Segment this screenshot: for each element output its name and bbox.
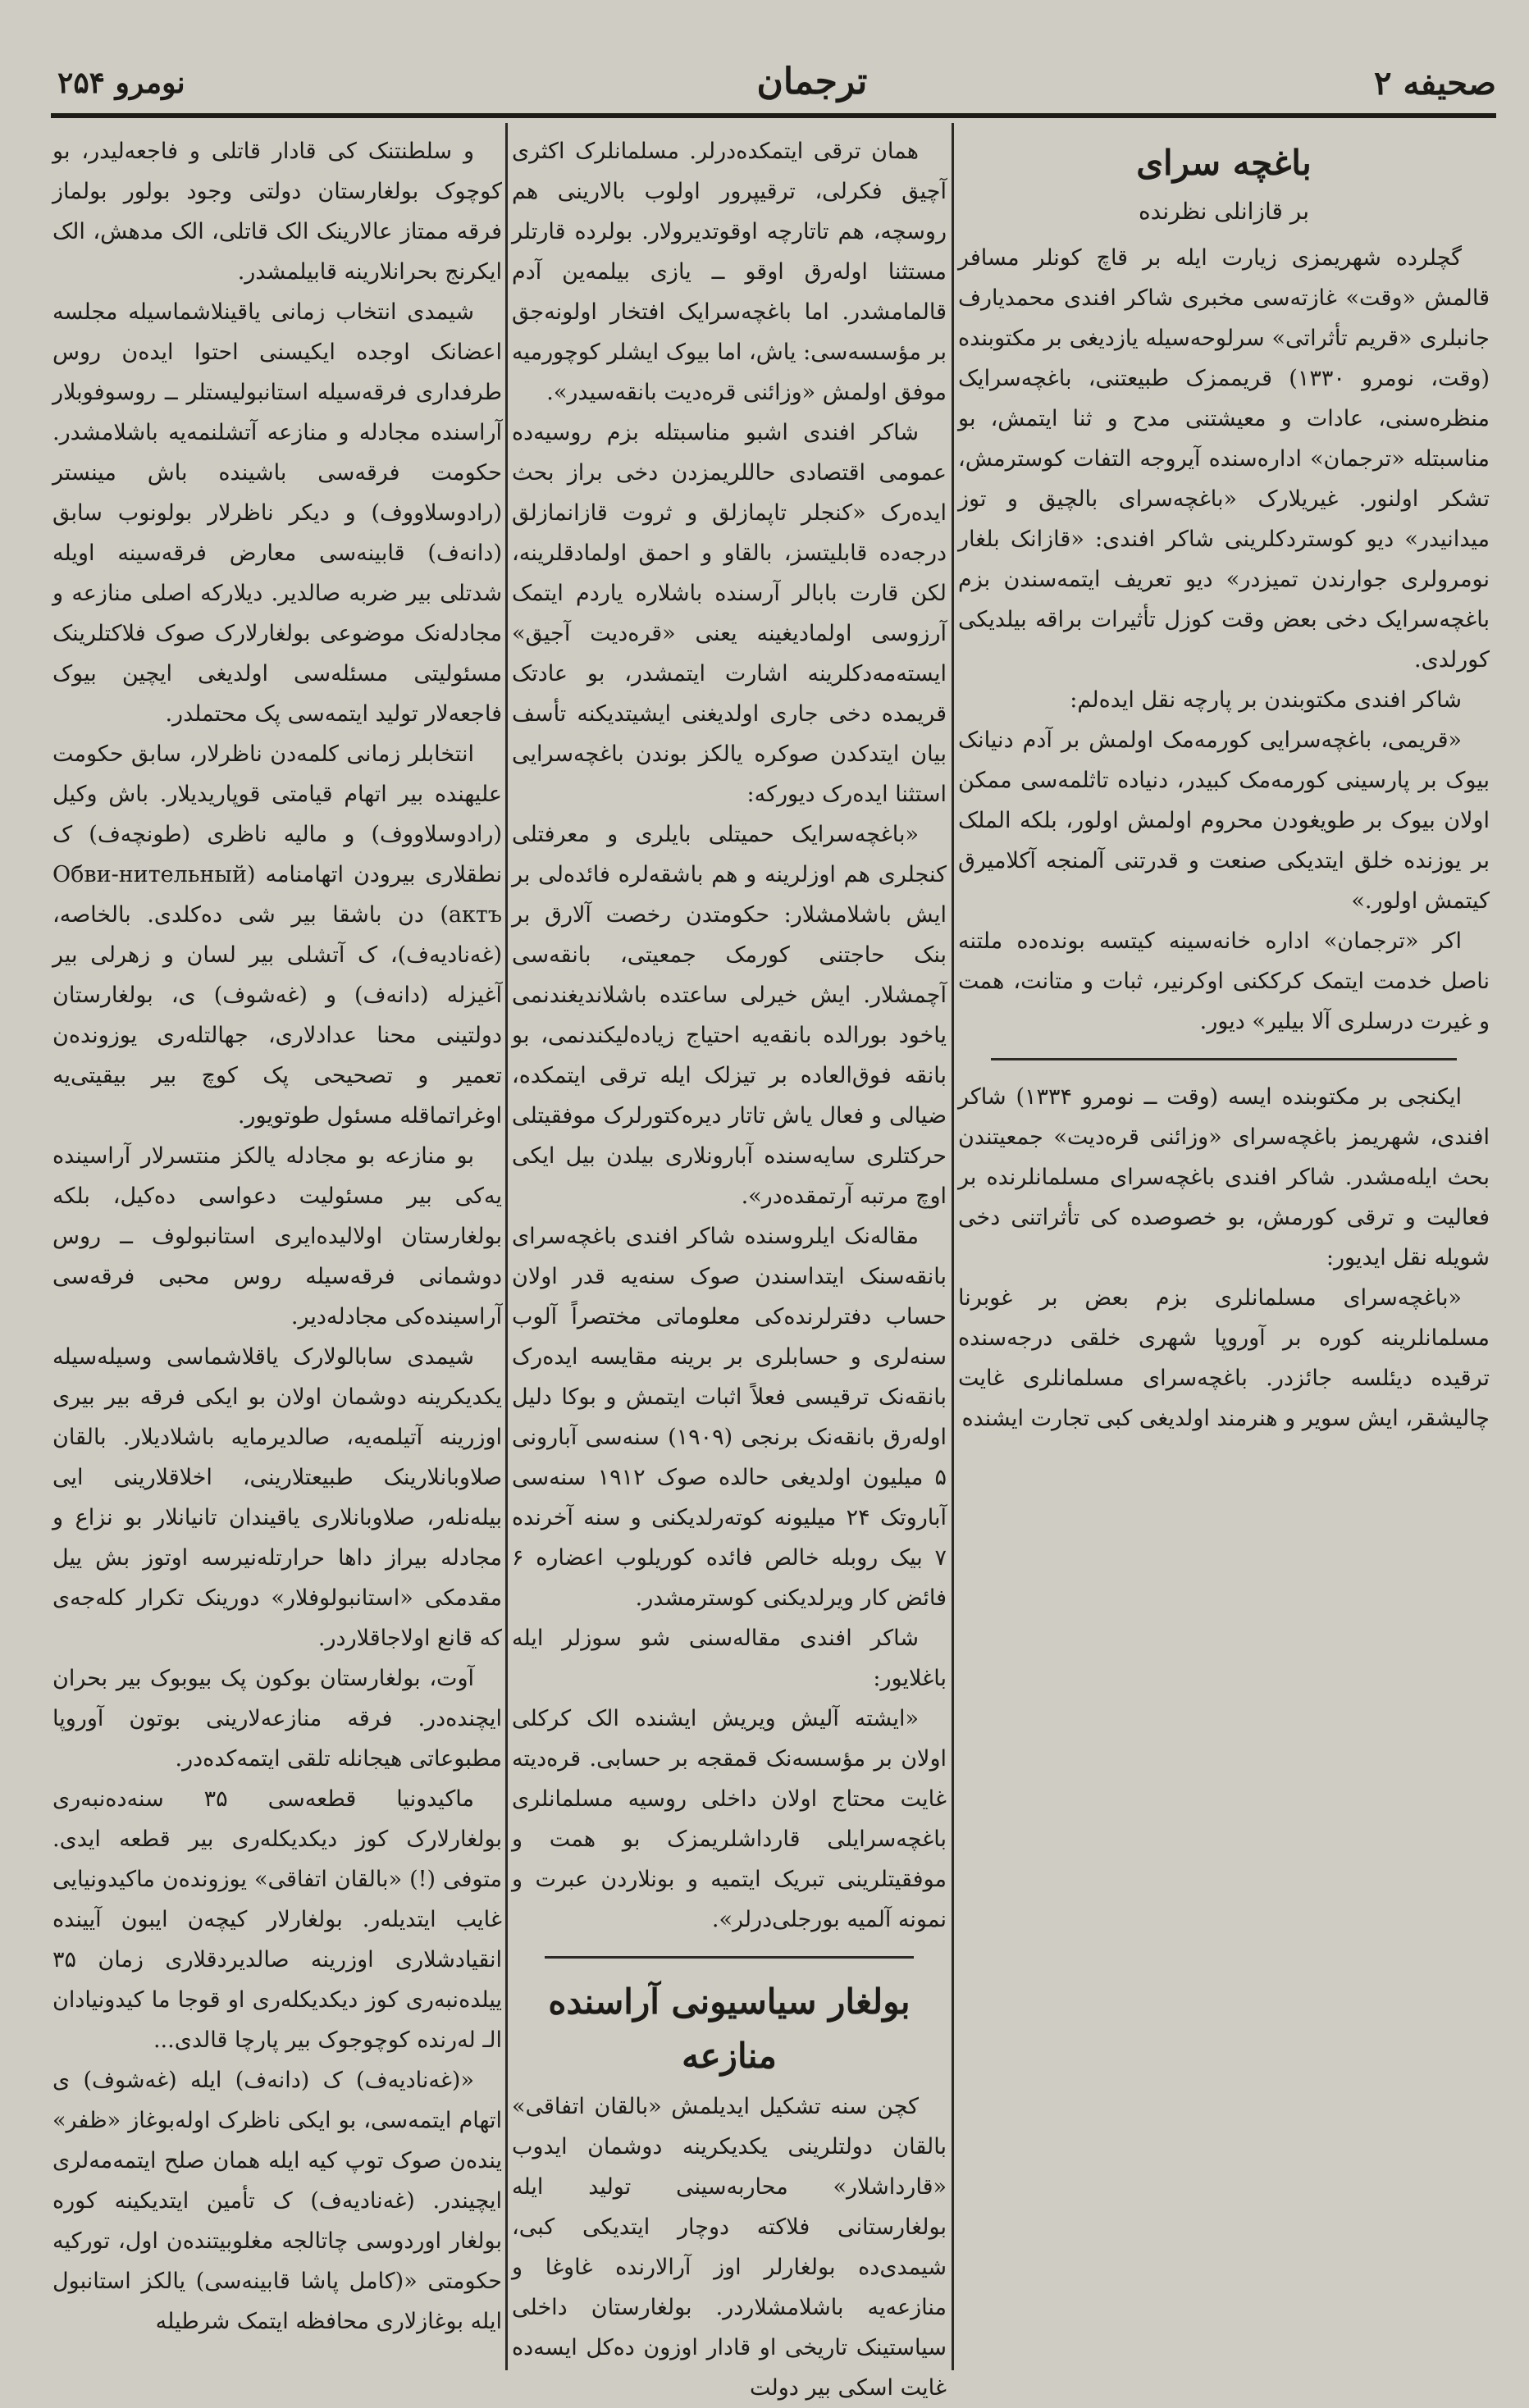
paragraph: همان ترقی ایتمکده‌درلر. مسلمانلرک اکثری آچیق فکرلی، ترقیپرور اولوب بالارینی هم روسچه، هم تاتارچه اوقوتدیرولار. بولرده قارتلر مستثنا اولەرق اوقو ــ یازی بیلمه‌ین آدم قالمامشدر. اما باغچه‌سرایک افتخار اولونەجق بر مؤسسه‌سی: یاش، اما بیوک ایشلر کوچورمیه موفق اولمش «وزائنی قره‌دیت بانقه‌سیدر».: [512, 139, 947, 405]
paragraph: شاکر افندی اشبو مناسبتله بزم روسیه‌ده عمومی اقتصادی حاللریمزدن دخی براز بحث ایدەرک «کنجلر تاپمازلق و ثروت قازانمازلق درجه‌ده قابلیتسز، بالقاو و احمق اولمادقلرینه، لکن قارت بابالر آرسنده باشلاره یاردم ایتمک آرزوسی اولمادیغینه یعنی «قره‌دیت آجیق» ایسته‌مه‌دکلرینه اشارت ایتمشدر، بو عادتک قریمده دخی جاری اولدیغنی ایشیتدیکنه تأسف بیان ایتدکدن صوکره یالکز بوندن باغچه‌سرایی استثنا ایدەرک دیورکه:: [512, 420, 947, 807]
paragraph: «ایشته آلیش ویریش ایشنده الک کرکلی اولان بر مؤسسه‌نک قمقجه بر حسابی. قره‌دیته غایت محتاج اولان داخلی روسیه مسلمانلری باغچه‌سرایلی قارداشلریمزک بو همت و موفقیتلرینی تبریک ایتمیه و بونلاردن عبرت و نمونه آلمیه بورجلی‌درلر».: [512, 1706, 947, 1932]
section-separator: [991, 1058, 1457, 1060]
column-left: [52, 131, 502, 2342]
paragraph: ایکنجی بر مکتوبنده ایسه (وقت ــ نومرو ۱۳۳۴) شاکر افندی، شهریمز باغچه‌سرای «وزائنی قره‌دیت» جمعیتندن بحث ایله‌مشدر. شاکر افندی باغچه‌سرای مسلمانلرنده بر فعالیت و ترقی کورمش، بو خصوصده کی تأثراتنی دخی شویله نقل ایدیور:: [958, 1084, 1490, 1270]
paragraph: شیمدی انتخاب زمانی یاقینلاشماسیله مجلسه اعضانک اوجده ایکیسنی احتوا ایدەن روس طرفداری فرقه‌سیله استانبولیستلر ــ روسوفوبلار آراسنده مجادله و منازعه آتشلنمه‌یه باشلامشدر. حکومت فرقه‌سی باشینده باش مینستر (رادوسلاووف) و دیکر ناظرلار بولونوب سابق (دانەف) قابینه‌سی معارض فرقه‌سینه اویله شدتلی بیر ضربه صالدیر. دیلارکه اصلی منازعه و مجادله‌نک موضوعی بولغارلارک صوک فلاکتلرینک مسئولیتی مسئله‌سی اولدیغی ایچین بیوک فاجعه‌لار تولید ایتمه‌سی پک محتملدر.: [52, 299, 502, 727]
paragraph: آوت، بولغارستان بوکون پک بیوبوک بیر بحران ایچنده‌در. فرقه منازعه‌لارینی بوتون آوروپا مطبوعاتی هیجانله تلقی ایتمه‌کده‌در.: [52, 1666, 502, 1772]
paragraph: اکر «ترجمان» اداره خانه‌سینه کیتسه بوندەده ملتنه ناصل خدمت ایتمک کرککنی اوکرنیر، ثبات و متانت، همت و غیرت درسلری آلا بیلیر» دیور.: [958, 928, 1490, 1034]
column-middle: [512, 131, 947, 2408]
paragraph: انتخابلر زمانی کلمه‌دن ناظرلار، سابق حکومت علیهنده بیر اتهام قیامتی قوپاریدیلار. باش وکیل (رادوسلاووف) و مالیه ناظری (طونچەف) ک نطقلاری بیرودن اتهامنامه (Обви-нительный актъ) دن باشقا بیر شی دەکلدی. بالخاصه، (غەنادیەف)، ک آتشلی بیر لسان و زهرلی بیر آغیزله (دانەف) و (غەشوف) ی، بولغارستان دولتینی محنا عدادلاری، جهالتلەری یوزوندەن تعمیر و تصحیحی پک کوچ بیر بیقیتی‌یه اوغراتماقله مسئول طوتویور.: [52, 741, 502, 1129]
column-divider-left: [505, 123, 508, 2370]
section-separator: [545, 1956, 914, 1959]
column-divider-right: [952, 123, 954, 2370]
paragraph: «باغچه‌سرای مسلمانلری بزم بعض بر غوبرنا مسلمانلرینه کوره بر آوروپا شهری خلقی درجه‌سنده ترقیده دیئلسه جائزدر. باغچه‌سرای مسلمانلری غایت چالیشقر، ایش سویر و هنرمند اولدیغی کبی تجارت ایشنده: [958, 1285, 1490, 1431]
column-right: [958, 131, 1490, 1439]
paragraph: شاکر افندی مقاله‌سنی شو سوزلر ایله باغلایور:: [512, 1626, 947, 1691]
paragraph: کچن سنه تشکیل ایدیلمش «بالقان اتفاقی» بالقان دولتلرینی یکدیکرینه دوشمان ایدوب «قارداشلار» محاربه‌سینی تولید ایله بولغارستانی فلاکته دوچار ایتدیکی کبی، شیمدی‌ده بولغارلر اوز آرالارنده غاوغا و منازعه‌یه باشلامشلاردر. بولغارستان داخلی سیاستینک تاریخی او قادار اوزون دەکل ایسەده غایت اسکی بیر دولت: [512, 2094, 947, 2401]
paragraph: مقاله‌نک ایلروسنده شاکر افندی باغچه‌سرای بانقه‌سنک ایتداسندن صوک سنه‌یه قدر اولان حساب دفترلرنده‌کی معلوماتی مختصراً آلوب سنه‌لری و حسابلری بر برینه مقایسه ایدەرک بانقه‌نک ترقیسی فعلاً اثبات ایتمش و بوکا دلیل اولەرق بانقه‌نک برنجی (۱۹۰۹) سنه‌سی آبارونی ۵ میلیون اولدیغی حالده صوک ۱۹۱۲ سنه‌سی آبار‌وتک ۲۴ میلیونه کوتەرلدیکنی و سنه آخرنده ۷ بیک روبله خالص فائده کوریلوب اعضاره ۶ فائض کار ویرلدیکنی کوسترمشدر.: [512, 1224, 947, 1611]
page-number-label: صحیفه ۲: [1374, 64, 1496, 103]
paragraph: و سلطنتنک کی قادار قاتلی و فاجعه‌لیدر، بو کوچوک بولغارستان دولتی وجود بولور بولماز فرقه ممتاز عالارینک الک قاتلی، الک مدهش، الک ایکرنج بحرانلارینه قابیلمشدر.: [52, 139, 502, 285]
issue-number-label: نومرو ۲۵۴: [57, 66, 185, 100]
paragraph: شیمدی سابالولارک یاقلاشماسی وسیله‌سیله یکدیکرینه دوشمان اولان بو ایکی فرقه بیر بیری اوزرینه آتیلمه‌یه، صالدیرمایه باشلادیلار. بالقان صلاوبانلارینک طبیعتلارینی، اخلاقلارینی ایی بیله‌نلەر، صلاوبانلاری یاقیندان تانیانلار بو نزاع و مجادله بیراز داها حرارتله‌نیرسه اوتوز بش ییل مقدمکی «استانبولوفلار» دورینک تکرار کلەجه‌ی که قانع اولاجاقلاردر.: [52, 1344, 502, 1651]
paragraph: ماکیدونیا قطعه‌سی ۳۵ سنه‌ده‌نبه‌ری بولغارلارک کوز دیکدیکلەری بیر قطعه ایدی. متوفی (!) «بالقان اتفاقی» یوزوندەن ماکیدونیایی غایب ایتدیلەر. بولغارلار کیچەن ایبون آیینده انقیادشلاری اوزرینه صالدیردقلاری زمان ۳۵ ییلدەنبه‌ری کوز دیکدیکلەری او قوجا ما کیدونیادان الـ لەرنده کوچوجوک بیر پارچا قالدی...: [52, 1786, 502, 2053]
paragraph: گچلرده شهریمزی زیارت ایله بر قاچ کونلر مسافر قالمش «وقت» غازته‌سی مخبری شاکر افندی محمدیارف جانبلری «قریم تأثراتی» سرلوحه‌سیله یازدیغی بر مکتوبنده (وقت، نومرو ۱۳۳۰) قریممزک طبیعتنی، باغچه‌سرایک منظره‌سنی، عادات و معیشتنی مدح و ثنا ایتمش، بو مناسبتله «ترجمان» اداره‌سنده آیروجه التفات کوسترمش، تشکر اولنور. غیریلارک «باغچه‌سرای بالچیق و توز میدانیدر» دیو کوستردکلرینی شاکر افندی: «قازانک بلغار نومرولری جوارندن تمیزدر» دیو تعریف ایتمه‌سندن بزم باغچه‌سرایک دخی بعض وقت کوزل تأثیرات براقه بیلدیکی کورلدی.: [958, 245, 1490, 673]
paragraph: «قریمی، باغچه‌سرایی کورمه‌مک اولمش بر آدم دنیانک بیوک بر پارسینی کورمه‌مک کبیدر، دنیاده تاثلمه‌سی ممکن اولان بیوک بر طویغودن محروم اولمش اولور، بلکه الملک بر یوزنده خلق ایتدیکی صنعت و قدرتنی آلمنجه آکلامیرق کیتمش اولور.»: [958, 727, 1490, 914]
newspaper-title: ترجمان: [756, 61, 868, 103]
page-header: [57, 57, 1496, 115]
article-title-bulgarian-politics: بولغار سیاسیونی آراسنده منازعه: [548, 1982, 911, 2076]
paragraph: «باغچه‌سرایک حمیتلی بایلری و معرفتلی کنجلری هم اوزلرینه و هم باشقه‌لره فائدەلی بر ایش باشلامشلار: حکومتدن رخصت آلارق بر بنک حاجتنی کورمک جمعیتی، بانقه‌سی آچمشلار. ایش خیرلی ساعتده باشلاندیغندنمی یاخود بورالده بانقه‌یه احتیاج زیاده‌لیکندنمی، بو بانقه فوق‌العاده بر تیزلک ایله ترقی ایتمکده، ضیالی و فعال یاش تاتار دیره‌کتورلرک موفقیتلی حرکتلری سایه‌سنده آبارونلاری بیلدن بیل ایکی اوچ مرتبه آرتمقده‌در».: [512, 822, 947, 1209]
paragraph: «(غەنادیەف) ک (دانەف) ایله (غەشوف) ی اتهام ایتمه‌سی، بو ایکی ناظرک اولەبوغاز «ظفر» یندەن صوک توپ کیه ایله همان صلح ایتمه‌مەلری ایچیندر. (غەنادیەف) ک تأمین ایتدیکینه کوره بولغار اوردوسی چاتالجه مغلوبیتندەن اول، تورکیه حکومتی «(کامل پاشا قابینه‌سی) یالکز استانبول ایله بوغازلاری محافظه ایتمک شرطیله: [52, 2068, 502, 2334]
paragraph: بو منازعه بو مجادله یالکز منتسرلار آراسینده یه‌کی بیر مسئولیت دعواسی ده‌کیل، بلکه بولغارستان اولالیده‌ایری استانبولوف ــ روس دوشمانی فرقه‌سیله روس محبی فرقه‌سی آراسینده‌کی مجادله‌دیر.: [52, 1143, 502, 1329]
article-title-bagchesaray: باغچه سرای: [1136, 143, 1312, 183]
article-subtitle: بر قازانلی نظرنده: [1138, 198, 1310, 225]
paragraph: شاکر افندی مکتوبندن بر پارچه نقل ایدەلم:: [1070, 687, 1462, 713]
header-rule: [51, 113, 1496, 118]
